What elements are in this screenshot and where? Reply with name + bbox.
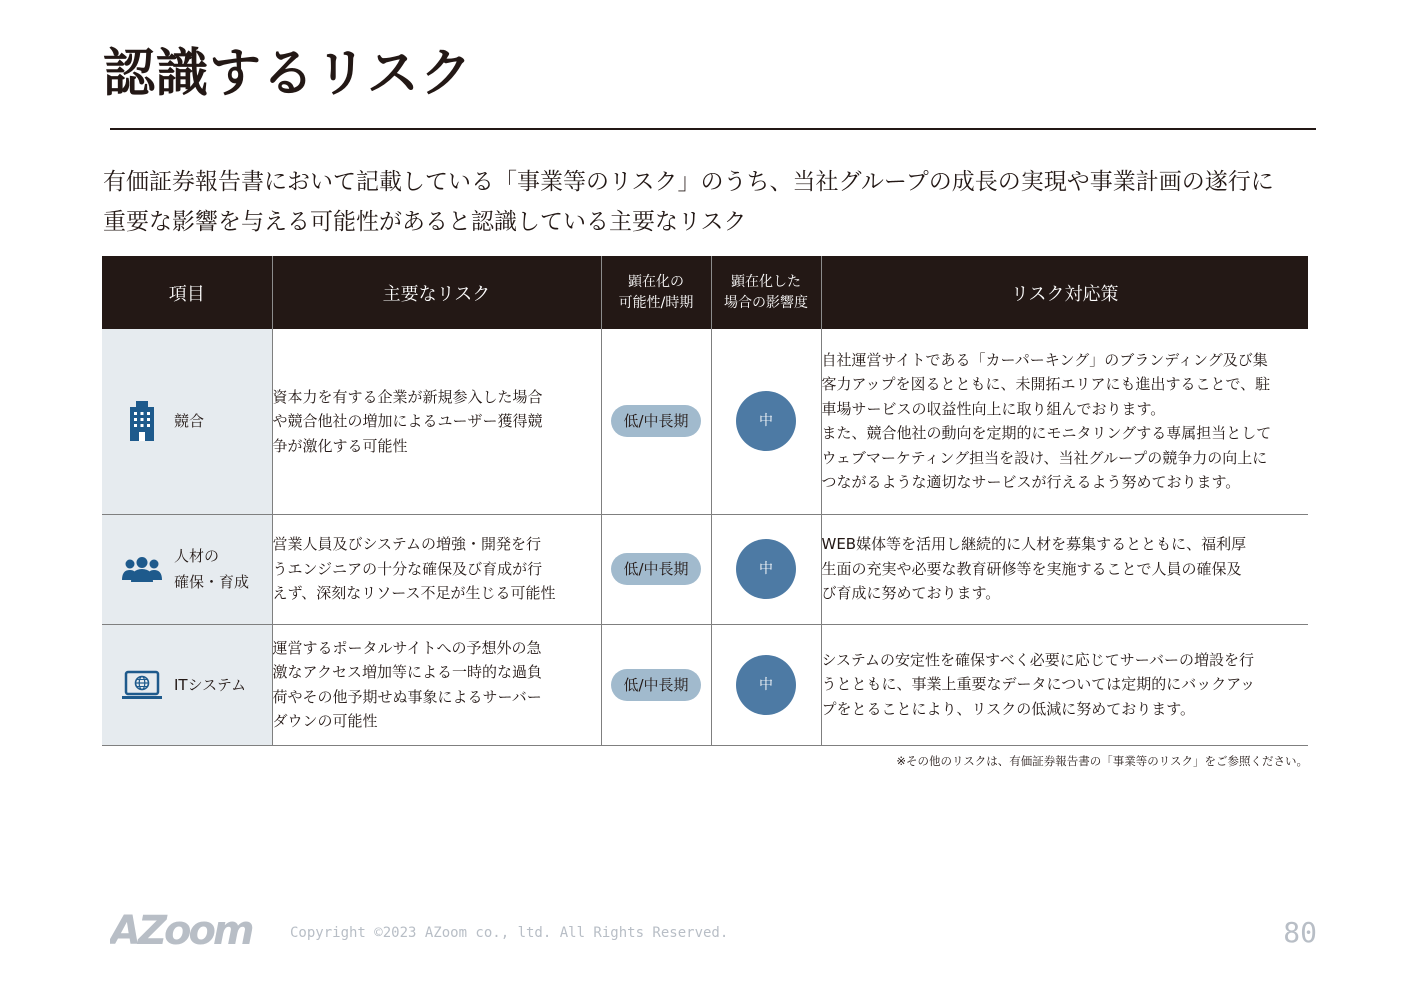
countermeasure-line: うとともに、事業上重要なデータについては定期的にバックアッ xyxy=(821,675,1256,694)
item-cell xyxy=(102,329,272,514)
risk-line: 資本力を有する企業が新規参入した場合 xyxy=(272,387,543,406)
likelihood-cell xyxy=(601,329,711,514)
header-likelihood xyxy=(601,256,711,329)
likelihood-cell xyxy=(601,624,711,745)
risk-line: や競合他社の増加によるユーザー獲得競 xyxy=(272,412,543,430)
computer-globe-icon xyxy=(120,663,164,707)
impact-cell xyxy=(711,624,821,745)
impact-badge: 中 xyxy=(736,391,796,451)
footnote: ※その他のリスクは、有価証券報告書の「事業等のリスク」をご参照ください。 xyxy=(896,754,1308,768)
table-header-row xyxy=(102,256,1308,329)
countermeasure-line: また、競合他社の動向を定期的にモニタリングする専属担当として xyxy=(821,424,1272,443)
copyright-text: Copyright ©2023 AZoom co., ltd. All Rights Reserved. xyxy=(290,925,729,941)
impact-cell xyxy=(711,514,821,624)
people-icon xyxy=(120,547,164,591)
subtitle xyxy=(103,162,1303,242)
table-row xyxy=(102,329,1308,514)
azoom-logo xyxy=(110,906,270,962)
risk-line: 荷やその他予期せぬ事象によるサーバー xyxy=(272,687,542,706)
risk-line: うエンジニアの十分な確保及び育成が行 xyxy=(272,559,543,578)
likelihood-badge: 低/中長期 xyxy=(611,553,700,585)
impact-badge: 中 xyxy=(736,655,796,715)
table-row xyxy=(102,624,1308,745)
countermeasure-line: プをとることにより、リスクの低減に努めております。 xyxy=(821,699,1196,718)
subtitle-line-1: 有価証券報告書において記載している「事業等のリスク」のうち、当社グループの成長の実現や事業計画の遂行に xyxy=(103,169,1274,195)
risk-description xyxy=(272,329,601,514)
item-label xyxy=(174,672,246,698)
likelihood-badge: 低/中長期 xyxy=(611,405,700,437)
header-likelihood-line-2: 可能性/時期 xyxy=(618,294,694,311)
countermeasure-text xyxy=(821,329,1308,514)
risk-table xyxy=(102,256,1308,746)
likelihood-badge: 低/中長期 xyxy=(611,669,700,701)
risk-description xyxy=(272,514,601,624)
countermeasure-line: 客力アップを図るとともに、未開拓エリアにも進出することで、駐 xyxy=(821,375,1271,394)
item-label xyxy=(174,543,249,595)
countermeasure-line: WEB媒体等を活用し継続的に人材を募集するとともに、福利厚 xyxy=(821,535,1247,554)
item-label-line-1: 競合 xyxy=(174,412,205,431)
item-label-line-2: 確保・育成 xyxy=(174,573,250,591)
countermeasure-text xyxy=(821,624,1308,745)
header-impact xyxy=(711,256,821,329)
table-row xyxy=(102,514,1308,624)
logo-wordmark: AZoom xyxy=(110,908,252,954)
countermeasure-line: び育成に努めております。 xyxy=(821,584,1001,603)
countermeasure-line: システムの安定性を確保すべく必要に応じてサーバーの増設を行 xyxy=(821,650,1254,669)
risk-line: 激なアクセス増加等による一時的な過負 xyxy=(272,663,543,681)
risk-line: 運営するポータルサイトへの予想外の急 xyxy=(272,638,542,657)
building-icon xyxy=(120,399,164,443)
item-cell xyxy=(102,514,272,624)
countermeasure-line: つながるような適切なサービスが行えるよう努めております。 xyxy=(821,473,1241,492)
header-countermeasure: リスク対応策 xyxy=(821,256,1308,329)
item-label xyxy=(174,408,204,434)
header-main-risk: 主要なリスク xyxy=(272,256,601,329)
likelihood-cell xyxy=(601,514,711,624)
title-divider xyxy=(110,128,1316,130)
risk-line: 営業人員及びシステムの増強・開発を行 xyxy=(272,535,542,554)
impact-badge: 中 xyxy=(736,539,796,599)
header-impact-line-1: 顕在化した xyxy=(731,273,801,290)
header-likelihood-line-1: 顕在化の xyxy=(628,273,684,290)
risk-line: 争が激化する可能性 xyxy=(272,436,408,455)
countermeasure-line: 生面の充実や必要な教育研修等を実施することで人員の確保及 xyxy=(821,559,1242,578)
impact-cell xyxy=(711,329,821,514)
countermeasure-text xyxy=(821,514,1308,624)
countermeasure-line: 車場サービスの収益性向上に取り組んでおります。 xyxy=(821,399,1166,418)
item-label-line-1: ITシステム xyxy=(174,675,247,694)
risk-line: えず、深刻なリソース不足が生じる可能性 xyxy=(272,584,556,603)
countermeasure-line: ウェブマーケティング担当を設け、当社グループの競争力の向上に xyxy=(821,448,1268,467)
risk-line: ダウンの可能性 xyxy=(272,712,378,730)
page-number: 80 xyxy=(1283,916,1317,949)
header-item: 項目 xyxy=(102,256,272,329)
subtitle-line-2: 重要な影響を与える可能性があると認識している主要なリスク xyxy=(103,209,747,235)
item-cell xyxy=(102,624,272,745)
item-label-line-1: 人材の xyxy=(174,547,220,565)
risk-description xyxy=(272,624,601,745)
countermeasure-line: 自社運営サイトである「カーパーキング」のブランディング及び集 xyxy=(821,350,1268,369)
header-impact-line-2: 場合の影響度 xyxy=(724,294,808,311)
page-title: 認識するリスク xyxy=(103,44,473,104)
